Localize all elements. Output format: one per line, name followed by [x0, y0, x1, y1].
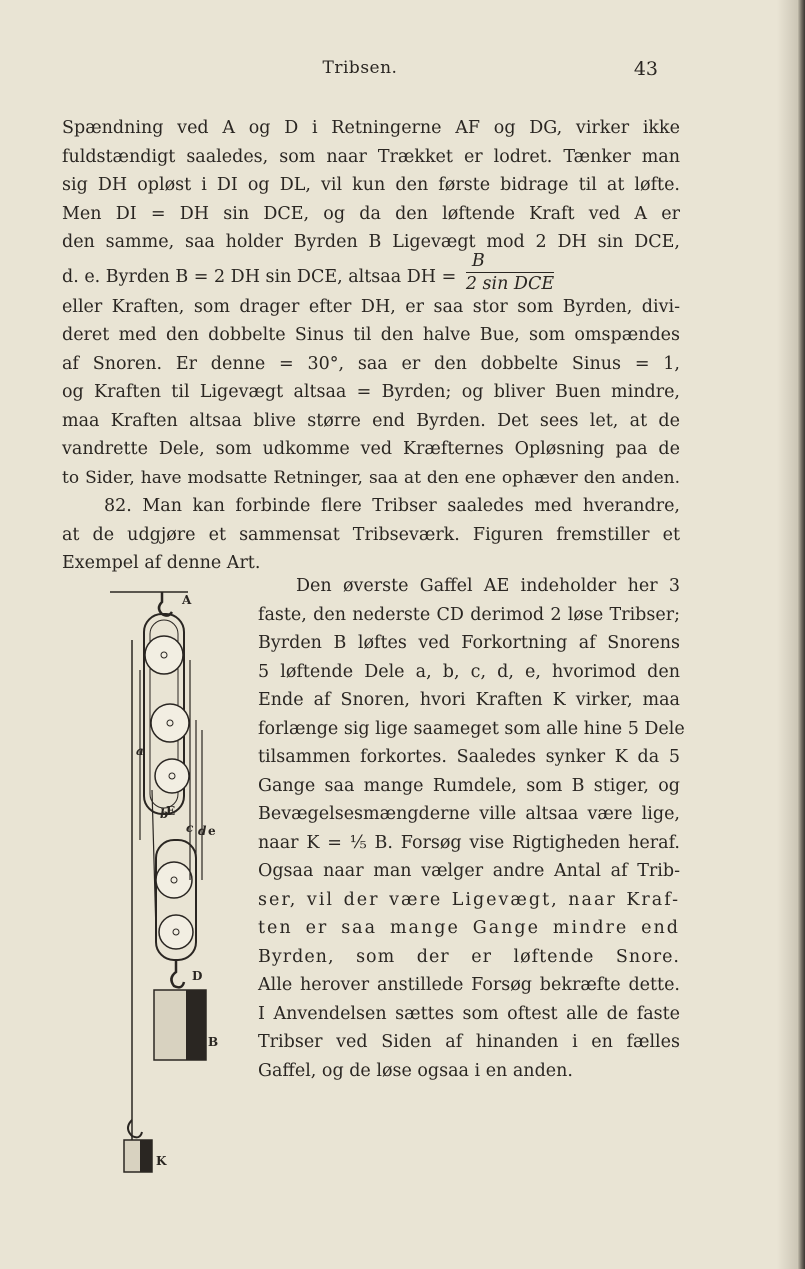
text-line: fuldstændigt saaledes, som naar Trækket er lodret. Tænker man: [62, 146, 680, 167]
text-line: sig DH opløst i DI og DL, vil kun den første bidrage til at løfte.: [62, 175, 680, 195]
weight-b-shade: [186, 990, 206, 1060]
label-d-lower: d: [198, 824, 207, 838]
fraction-denominator: 2 sin DCE: [465, 273, 555, 294]
text-line: Ogsaa naar man vælger andre Antal af Trib-: [258, 861, 680, 881]
text-line: to Sider, have modsatte Retninger, saa at den ene ophæver den anden.: [62, 467, 680, 488]
text-line: tilsammen forkortes. Saaledes synker K da 5: [258, 747, 680, 767]
text-line: Alle herover anstillede Forsøg bekræfte dette.: [258, 975, 680, 995]
text-line: og Kraften til Ligevægt altsaa = Byrden; og bliver Buen mindre,: [62, 382, 680, 402]
fraction: [466, 250, 554, 295]
text-line: Bevægelsesmængderne ville altsaa være lige,: [258, 804, 680, 824]
fixed-pulley-1: [145, 636, 183, 674]
moving-pulley-2: [159, 915, 193, 949]
moving-pulley-1: [156, 862, 192, 898]
label-e-lower: e: [208, 824, 216, 838]
page-edge: [797, 0, 805, 1269]
text-line: ser, vil der være Ligevægt, naar Kraf-: [258, 889, 680, 910]
page-shadow: [777, 0, 797, 1269]
label-c-lower: c: [186, 821, 194, 835]
equation-text: d. e. Byrden B = 2 DH sin DCE, altsaa DH =: [62, 266, 457, 287]
text-line: Exempel af denne Art.: [62, 553, 261, 573]
fixed-pulley-3: [155, 759, 189, 793]
text-line: Gange saa mange Rumdele, som B stiger, og: [258, 775, 680, 796]
pulley-diagram: [110, 580, 260, 1180]
text-line: eller Kraften, som drager efter DH, er saa stor som Byrden, divi-: [62, 296, 680, 317]
label-e-upper: E: [166, 804, 176, 818]
text-line: faste, den nederste CD derimod 2 løse Tribser;: [258, 604, 680, 625]
text-line: Ende af Snoren, hvori Kraften K virker, maa: [258, 690, 680, 710]
text-line: maa Kraften altsaa blive større end Byrden. Det sees let, at de: [62, 410, 680, 431]
text-line: deret med den dobbelte Sinus til den halve Bue, som omspændes: [62, 325, 680, 345]
text-line: 5 løftende Dele a, b, c, d, e, hvorimod den: [258, 661, 680, 682]
text-line: Gaffel, og de løse ogsaa i en anden.: [258, 1060, 573, 1081]
text-line: Den øverste Gaffel AE indeholder her 3: [296, 576, 680, 596]
page-header: [62, 58, 658, 86]
figure-description: [258, 572, 685, 1085]
label-d-upper: D: [192, 969, 203, 983]
text-line: Byrden, som der er løftende Snore.: [258, 946, 680, 967]
text-line: at de udgjøre et sammensat Tribseværk. Figuren fremstiller et: [62, 524, 680, 545]
text-line: I Anvendelsen sættes som oftest alle de faste: [258, 1003, 680, 1024]
top-hook: [159, 592, 172, 616]
label-k-upper: K: [156, 1154, 167, 1168]
text-line: naar K = ⅕ B. Forsøg vise Rigtigheden heraf.: [258, 832, 680, 853]
fixed-pulley-2: [151, 704, 189, 742]
page-number: 43: [633, 58, 658, 80]
text-line: vandrette Dele, som udkomme ved Kræfternes Opløsning paa de: [62, 439, 680, 459]
text-line: Spændning ved A og D i Retningerne AF og DG, virker ikke: [62, 118, 680, 138]
text-line: af Snoren. Er denne = 30°, saa er den dobbelte Sinus = 1,: [62, 353, 680, 374]
label-b-upper: B: [208, 1035, 219, 1049]
label-b-lower: b: [160, 807, 169, 821]
text-line: forlænge sig lige saameget som alle hine 5 Dele: [258, 718, 685, 739]
text-line: Byrden B løftes ved Forkortning af Snorens: [258, 633, 680, 653]
text-line: den samme, saa holder Byrden B Ligevægt mod 2 DH sin DCE,: [62, 232, 680, 252]
equation-line: [62, 250, 680, 294]
section-line: 82. Man kan forbinde flere Tribser saaledes med hverandre,: [104, 496, 680, 516]
text-line: Men DI = DH sin DCE, og da den løftende Kraft ved A er: [62, 203, 680, 224]
label-a-upper: A: [182, 593, 192, 607]
main-text: [62, 114, 680, 578]
pulley-figure: [110, 580, 260, 1180]
running-head: Tribsen.: [322, 58, 398, 78]
fraction-numerator: B: [466, 250, 554, 273]
text-line: ten er saa mange Gange mindre end: [258, 918, 680, 938]
text-line: Tribser ved Siden af hinanden i en fælles: [258, 1032, 680, 1052]
lower-hook: [171, 960, 184, 987]
label-a-lower: a: [136, 744, 144, 758]
weight-k-shade: [140, 1140, 152, 1172]
weight-k-hook: [128, 1120, 142, 1137]
